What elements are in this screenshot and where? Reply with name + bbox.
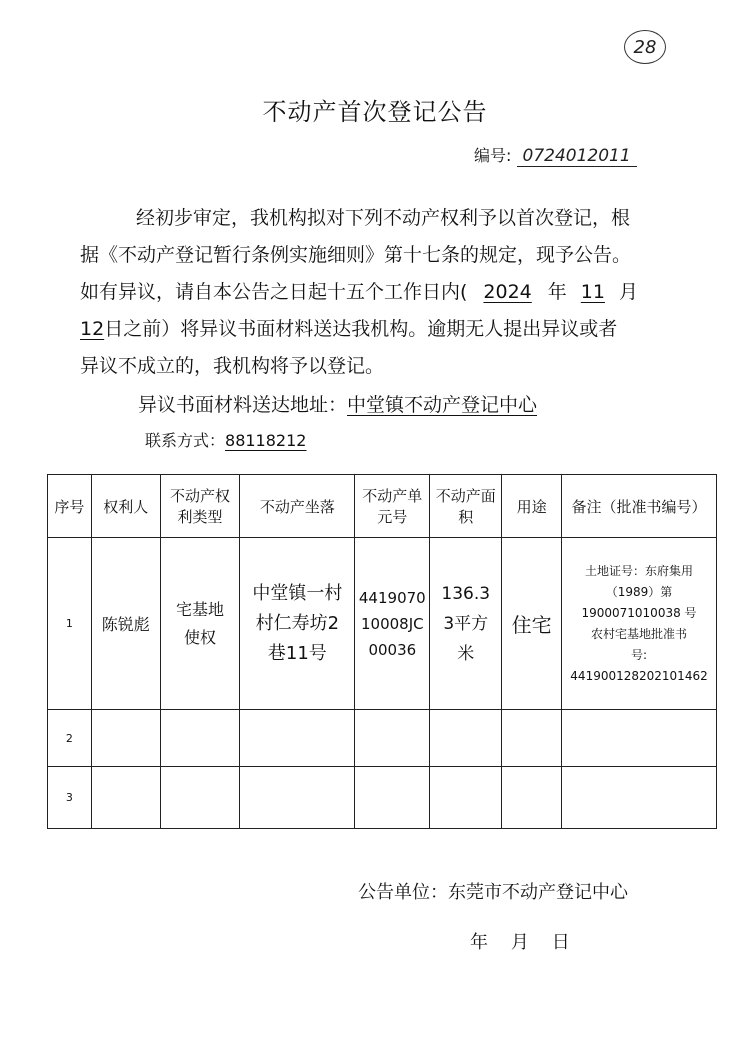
contact-info <box>145 428 306 451</box>
table-row <box>48 538 717 710</box>
property-location: 中堂镇一村村仁寿坊2巷11号 <box>240 538 355 710</box>
header-cell: 不动产面积 <box>430 475 502 538</box>
row-number: 1 <box>48 538 92 710</box>
table-header-row <box>48 475 717 538</box>
serial-label: 编号: <box>474 146 512 165</box>
property-area: 136.33平方米 <box>430 538 502 710</box>
unit-number: 441907010008JC00036 <box>355 538 430 710</box>
notice-line-3: 如有异议，请自本公告之日起十五个工作日内( 2024 年 11 月 <box>80 281 638 303</box>
header-cell: 不动产单元号 <box>355 475 430 538</box>
serial-value: 0724012011 <box>517 146 637 167</box>
notice-line-5: 异议不成立的，我机构将予以登记。 <box>80 355 385 377</box>
remark: 土地证号：东府集用 （1989）第 1900071010038 号 农村宅基地批准书 号: 441900128202101462 <box>562 538 717 710</box>
issuer: 公告单位：东莞市不动产登记中心 <box>358 882 628 903</box>
notice-paragraph <box>80 200 690 385</box>
row-number: 2 <box>48 710 92 767</box>
page-number: 28 <box>633 36 657 58</box>
deadline-day: 12 <box>80 318 105 340</box>
date-line: 年 月 日 <box>470 932 570 953</box>
table-row <box>48 767 717 829</box>
deadline-year: 2024 <box>483 281 532 303</box>
page-number-circle <box>624 30 666 64</box>
header-cell: 备注（批准书编号） <box>562 475 717 538</box>
notice-line-4: 12日之前）将异议书面材料送达我机构。逾期无人提出异议或者 <box>80 318 618 340</box>
contact-value: 88118212 <box>225 431 307 450</box>
objection-address <box>138 390 537 417</box>
header-cell: 不动产权利类型 <box>160 475 240 538</box>
holder-name: 陈锐彪 <box>91 538 160 710</box>
table-row <box>48 710 717 767</box>
address-value: 中堂镇不动产登记中心 <box>347 394 538 416</box>
notice-line-1: 经初步审定，我机构拟对下列不动产权利予以首次登记，根 <box>136 207 631 229</box>
header-cell: 用途 <box>502 475 562 538</box>
property-usage: 住宅 <box>502 538 562 710</box>
header-cell: 序号 <box>48 475 92 538</box>
page-title: 不动产首次登记公告 <box>262 98 488 126</box>
row-number: 3 <box>48 767 92 829</box>
registration-table <box>47 474 717 829</box>
header-cell: 不动产坐落 <box>240 475 355 538</box>
serial-number <box>474 143 637 167</box>
contact-label: 联系方式： <box>145 431 226 450</box>
notice-line-2: 据《不动产登记暂行条例实施细则》第十七条的规定，现予公告。 <box>80 244 632 266</box>
right-type: 宅基地使权 <box>160 538 240 710</box>
header-cell: 权利人 <box>91 475 160 538</box>
deadline-month: 11 <box>580 281 605 303</box>
address-label: 异议书面材料送达地址： <box>138 394 348 416</box>
